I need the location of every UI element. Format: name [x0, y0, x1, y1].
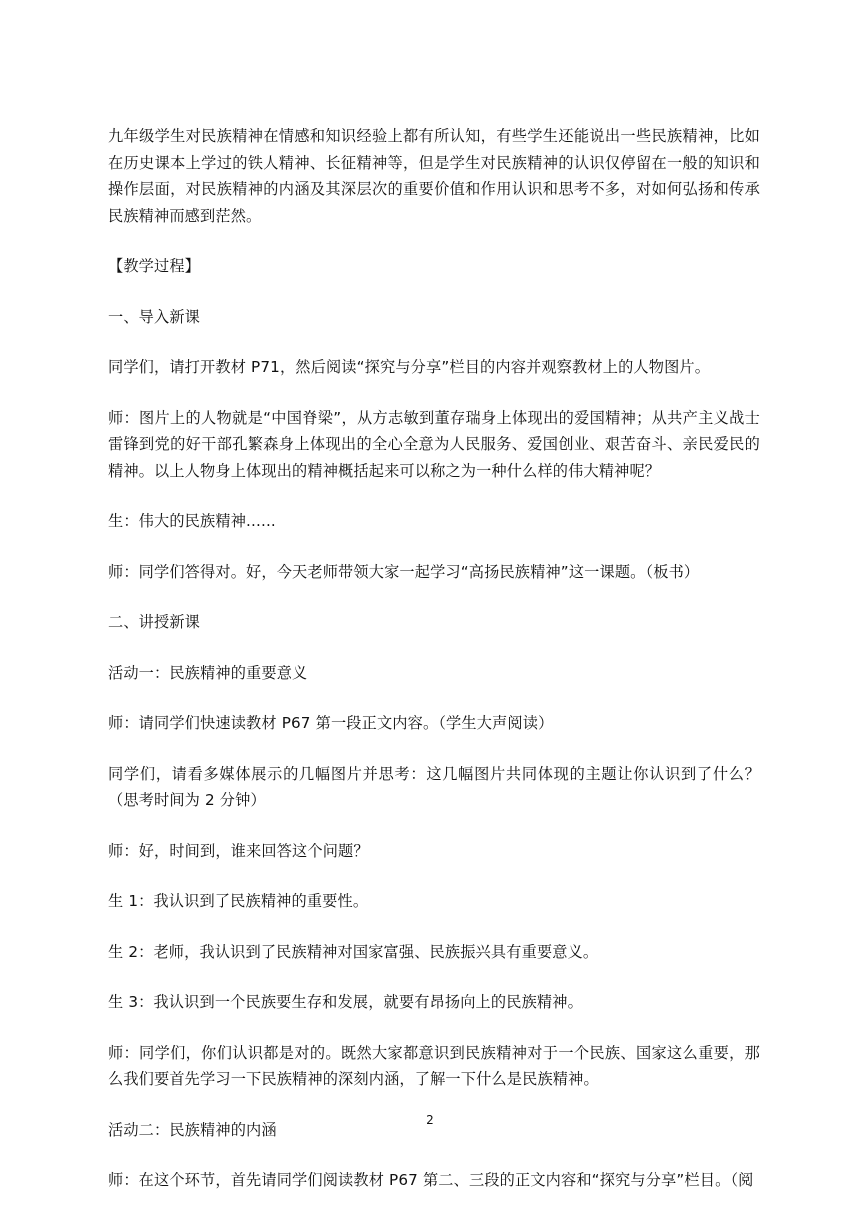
paragraph-student-2: 生 2：老师，我认识到了民族精神对国家富强、民族振兴具有重要意义。 [108, 942, 599, 961]
paragraph-student-answer: 生：伟大的民族精神...... [108, 512, 276, 530]
activity-two-heading: 活动二：民族精神的内涵 [108, 1120, 277, 1139]
heading-teaching-process: 【教学过程】 [108, 257, 201, 275]
paragraph-open-textbook: 同学们，请打开教材 P71，然后阅读“探究与分享”栏目的内容并观察教材上的人物图片。 [108, 358, 711, 376]
section-heading-new-lesson: 二、讲授新课 [108, 613, 201, 631]
paragraph-multimedia-question: 同学们，请看多媒体展示的几幅图片并思考：这几幅图片共同体现的主题让你认识到了什么？（思考时间为 2 分钟） [108, 764, 760, 809]
paragraph-teacher-china-backbone: 师：图片上的人物就是“中国脊梁”，从方志敏到董存瑞身上体现出的爱国精神；从共产主义战士雷锋到党的好干部孔繁森身上体现出的全心全意为人民服务、爱国创业、艰苦奋斗、亲民爱民的精神。以上人物身上体现出的精神概括起来可以称之为一种什么样的伟大精神呢？ [108, 408, 760, 480]
paragraph-student-1: 生 1：我认识到了民族精神的重要性。 [108, 892, 369, 910]
paragraph-student-analysis: 九年级学生对民族精神在情感和知识经验上都有所认知，有些学生还能说出一些民族精神，比如在历史课本上学过的铁人精神、长征精神等，但是学生对民族精神的认识仅停留在一般的知识和操作层面，对民族精神的内涵及其深层次的重要价值和作用认识和思考不多，对如何弘扬和传承民族精神而感到茫然。 [108, 127, 760, 225]
paragraph-read-p67-sections: 师：在这个环节，首先请同学们阅读教材 P67 第二、三段的正文内容和“探究与分享”栏目。（阅 [108, 1171, 754, 1189]
paragraph-student-3: 生 3：我认识到一个民族要生存和发展，就要有昂扬向上的民族精神。 [108, 993, 583, 1011]
section-heading-intro: 一、导入新课 [108, 307, 201, 326]
paragraph-teacher-topic: 师：同学们答得对。好，今天老师带领大家一起学习“高扬民族精神”这一课题。（板书） [108, 562, 700, 581]
page-body [108, 123, 760, 1218]
paragraph-teacher-summary: 师：同学们，你们认识都是对的。既然大家都意识到民族精神对于一个民族、国家这么重要，那么我们要首先学习一下民族精神的深刻内涵，了解一下什么是民族精神。 [108, 1043, 760, 1088]
paragraph-time-up: 师：好，时间到，谁来回答这个问题？ [108, 841, 369, 860]
activity-one-heading: 活动一：民族精神的重要意义 [108, 663, 308, 682]
page-number: 2 [426, 1113, 434, 1127]
paragraph-read-p67: 师：请同学们快速读教材 P67 第一段正文内容。（学生大声阅读） [108, 714, 554, 732]
